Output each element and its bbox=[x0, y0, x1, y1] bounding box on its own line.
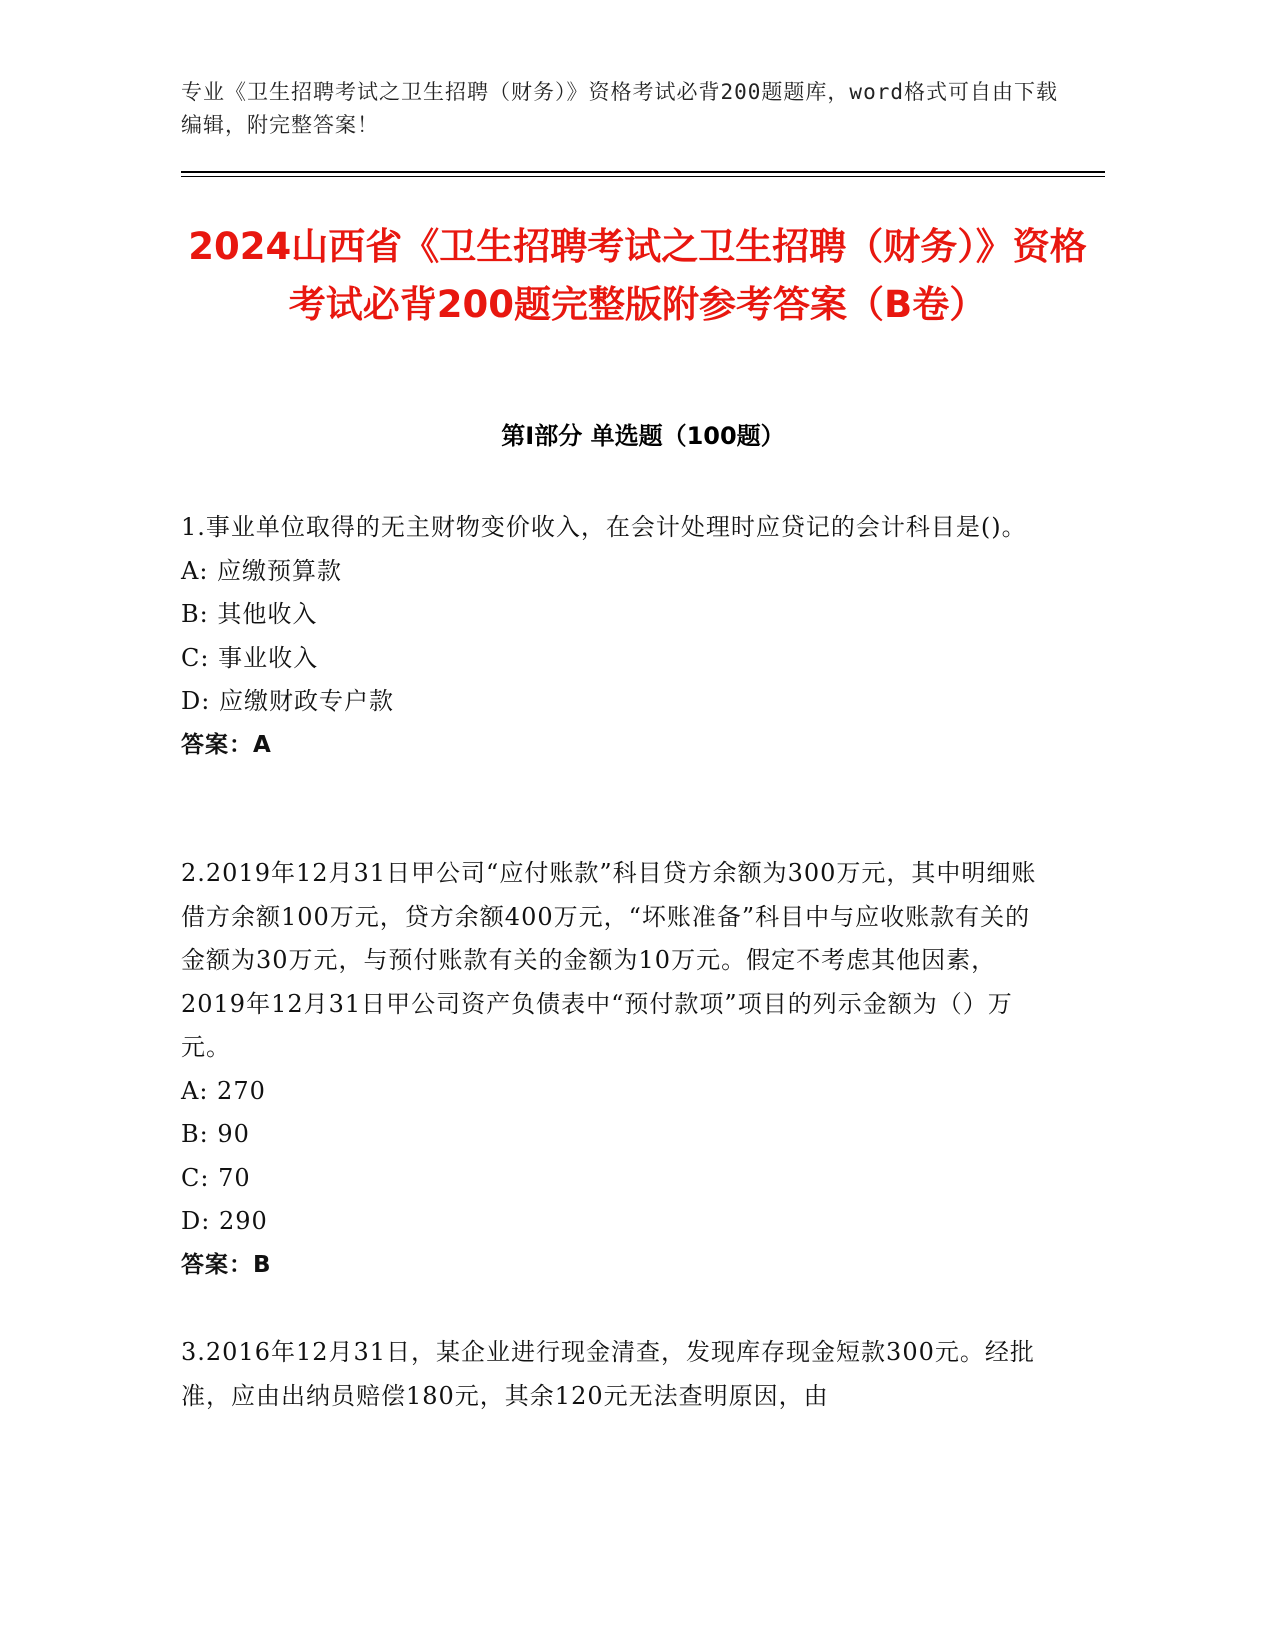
header-divider-thin bbox=[181, 176, 1105, 177]
question-3 bbox=[181, 1331, 1041, 1418]
option-d: D: 290 bbox=[181, 1207, 268, 1235]
answer-line: 答案：A bbox=[181, 731, 272, 758]
question-stem: 2.2019年12月31日甲公司“应付账款”科目贷方余额为300万元，其中明细账借方余额100万元，贷方余额400万元，“坏账准备”科目中与应收账款有关的金额为30万元，与预付账款有关的金额为10万元。假定不考虑其他因素，2019年12月31日甲公司资产负债表中“预付款项”项目的列示金额为（）万元。 bbox=[181, 859, 1037, 1061]
option-a: A: 270 bbox=[181, 1076, 266, 1105]
option-a: A: 应缴预算款 bbox=[181, 556, 343, 585]
question-2 bbox=[181, 852, 1041, 1287]
question-stem: 1.事业单位取得的无主财物变价收入，在会计处理时应贷记的会计科目是()。 bbox=[181, 513, 1027, 541]
option-c: C: 事业收入 bbox=[181, 643, 319, 672]
option-d: D: 应缴财政专户款 bbox=[181, 687, 394, 715]
section-heading: 第I部分 单选题（100题） bbox=[501, 422, 785, 450]
answer-line: 答案：B bbox=[181, 1251, 272, 1278]
option-b: B: 90 bbox=[181, 1120, 250, 1148]
question-1 bbox=[181, 506, 1041, 767]
document-title: 2024山西省《卫生招聘考试之卫生招聘（财务）》资格考试必背200题完整版附参考答案（B卷） bbox=[188, 225, 1087, 326]
header-note: 专业《卫生招聘考试之卫生招聘（财务）》资格考试必背200题题库，word格式可自由下载编辑，附完整答案！ bbox=[181, 80, 1058, 137]
header-divider-thick bbox=[181, 171, 1105, 173]
option-b: B: 其他收入 bbox=[181, 600, 318, 628]
option-c: C: 70 bbox=[181, 1163, 251, 1192]
question-stem: 3.2016年12月31日，某企业进行现金清查，发现库存现金短款300元。经批准，应由出纳员赔偿180元，其余120元无法查明原因，由 bbox=[181, 1338, 1035, 1410]
